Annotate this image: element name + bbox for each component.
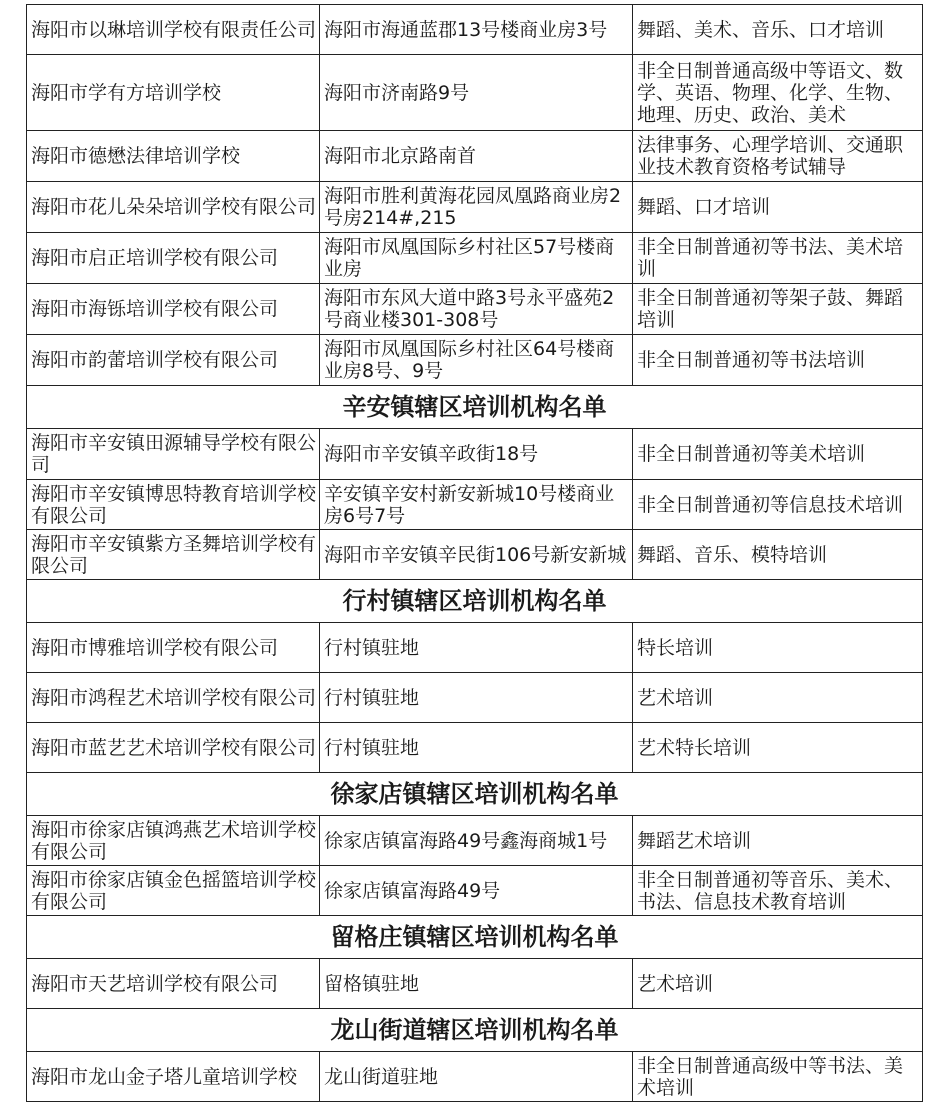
address-text: 海阳市凤凰国际乡村社区57号楼商业房 — [324, 236, 615, 280]
training-scope-cell — [633, 335, 923, 386]
institution-name-text: 海阳市启正培训学校有限公司 — [31, 247, 279, 269]
section-title: 徐家店镇辖区培训机构名单 — [27, 773, 923, 816]
address-cell — [320, 335, 633, 386]
address-cell — [320, 816, 633, 866]
address-text: 行村镇驻地 — [324, 636, 420, 659]
institution-name-cell — [27, 959, 320, 1009]
table-row — [27, 623, 923, 673]
address-cell — [320, 959, 633, 1009]
institution-name-text: 海阳市以琳培训学校有限责任公司 — [31, 18, 316, 41]
address-text: 海阳市北京路南首 — [324, 145, 477, 167]
institution-name-text: 海阳市辛安镇博思特教育培训学校有限公司 — [31, 482, 316, 527]
training-scope-text: 法律事务、心理学培训、交通职业技术教育资格考试辅导 — [637, 134, 904, 178]
institution-name-text: 海阳市韵蕾培训学校有限公司 — [31, 349, 279, 371]
address-text: 龙山街道驻地 — [324, 1065, 439, 1088]
training-scope-cell — [633, 480, 923, 530]
address-cell — [320, 5, 633, 55]
training-scope-text: 非全日制普通初等书法、美术培训 — [637, 236, 904, 280]
address-cell — [320, 530, 633, 580]
institution-name-cell — [27, 866, 320, 916]
table-row — [27, 55, 923, 131]
institution-name-text: 海阳市海铄培训学校有限公司 — [31, 298, 279, 320]
training-scope-text: 非全日制普通初等信息技术培训 — [637, 493, 904, 516]
training-scope-cell — [633, 530, 923, 580]
institution-name-cell — [27, 723, 320, 773]
address-cell — [320, 284, 633, 335]
table-row — [27, 284, 923, 335]
table-row — [27, 335, 923, 386]
institution-name-cell — [27, 284, 320, 335]
training-scope-cell — [633, 866, 923, 916]
institution-name-text: 海阳市徐家店镇鸿燕艺术培训学校有限公司 — [31, 818, 316, 863]
section-title: 龙山街道辖区培训机构名单 — [27, 1009, 923, 1052]
institution-name-text: 海阳市花儿朵朵培训学校有限公司 — [31, 196, 316, 218]
section-header-row — [27, 580, 923, 623]
institution-name-text: 海阳市蓝艺艺术培训学校有限公司 — [31, 736, 316, 759]
table-row — [27, 1052, 923, 1102]
institution-name-text: 海阳市学有方培训学校 — [31, 81, 222, 104]
training-scope-text: 舞蹈艺术培训 — [637, 829, 752, 852]
address-text: 行村镇驻地 — [324, 686, 420, 709]
training-scope-cell — [633, 131, 923, 182]
section-header-row — [27, 916, 923, 959]
institution-name-cell — [27, 335, 320, 386]
training-scope-cell — [633, 5, 923, 55]
table-row — [27, 530, 923, 580]
institution-name-text: 海阳市辛安镇田源辅导学校有限公司 — [31, 432, 316, 476]
institution-name-text: 海阳市鸿程艺术培训学校有限公司 — [31, 686, 316, 709]
address-cell — [320, 723, 633, 773]
institution-name-text: 海阳市辛安镇紫方圣舞培训学校有限公司 — [31, 532, 316, 577]
institution-name-cell — [27, 233, 320, 284]
address-text: 徐家店镇富海路49号鑫海商城1号 — [324, 829, 608, 852]
training-scope-text: 艺术培训 — [637, 686, 714, 709]
institution-name-text: 海阳市博雅培训学校有限公司 — [31, 636, 279, 659]
training-scope-cell — [633, 673, 923, 723]
institution-name-cell — [27, 131, 320, 182]
institution-name-cell — [27, 1052, 320, 1102]
training-scope-text: 舞蹈、口才培训 — [637, 196, 771, 218]
training-scope-text: 艺术特长培训 — [637, 736, 752, 759]
training-scope-cell — [633, 284, 923, 335]
address-text: 徐家店镇富海路49号 — [324, 879, 501, 902]
institution-name-text: 海阳市龙山金子塔儿童培训学校 — [31, 1065, 298, 1088]
section-title: 辛安镇辖区培训机构名单 — [27, 386, 923, 429]
address-text: 海阳市东风大道中路3号永平盛苑2号商业楼301-308号 — [324, 287, 615, 331]
section-header-row — [27, 386, 923, 429]
training-scope-text: 非全日制普通初等美术培训 — [637, 443, 866, 465]
table-row — [27, 233, 923, 284]
address-cell — [320, 480, 633, 530]
institution-list-document — [26, 4, 922, 1102]
institution-name-cell — [27, 5, 320, 55]
address-text: 海阳市辛安镇辛政街18号 — [324, 443, 539, 465]
table-row — [27, 5, 923, 55]
institution-name-cell — [27, 182, 320, 233]
training-scope-cell — [633, 55, 923, 131]
table-row — [27, 480, 923, 530]
table-row — [27, 429, 923, 480]
training-scope-text: 非全日制普通高级中等书法、美术培训 — [637, 1054, 904, 1099]
institution-name-cell — [27, 816, 320, 866]
training-scope-cell — [633, 816, 923, 866]
section-header-row — [27, 773, 923, 816]
institution-name-text: 海阳市天艺培训学校有限公司 — [31, 972, 279, 995]
section-header-row — [27, 1009, 923, 1052]
table-row — [27, 131, 923, 182]
training-scope-cell — [633, 623, 923, 673]
institution-table — [26, 4, 923, 1102]
address-cell — [320, 131, 633, 182]
table-row — [27, 866, 923, 916]
training-scope-text: 非全日制普通高级中等语文、数学、英语、物理、化学、生物、地理、历史、政治、美术 — [637, 59, 904, 126]
address-text: 海阳市济南路9号 — [324, 81, 470, 104]
training-scope-cell — [633, 182, 923, 233]
institution-name-cell — [27, 480, 320, 530]
section-title: 行村镇辖区培训机构名单 — [27, 580, 923, 623]
training-scope-text: 舞蹈、美术、音乐、口才培训 — [637, 18, 885, 41]
address-cell — [320, 182, 633, 233]
training-scope-text: 非全日制普通初等书法培训 — [637, 349, 866, 371]
address-cell — [320, 233, 633, 284]
address-text: 行村镇驻地 — [324, 736, 420, 759]
address-cell — [320, 55, 633, 131]
institution-name-cell — [27, 530, 320, 580]
institution-name-cell — [27, 623, 320, 673]
section-title: 留格庄镇辖区培训机构名单 — [27, 916, 923, 959]
table-row — [27, 959, 923, 1009]
address-text: 留格镇驻地 — [324, 972, 420, 995]
address-cell — [320, 429, 633, 480]
address-text: 海阳市海通蓝郡13号楼商业房3号 — [324, 18, 608, 41]
table-row — [27, 182, 923, 233]
training-scope-text: 舞蹈、音乐、模特培训 — [637, 543, 828, 566]
address-text: 海阳市辛安镇辛民街106号新安新城 — [324, 543, 627, 566]
address-cell — [320, 1052, 633, 1102]
institution-name-text: 海阳市德懋法律培训学校 — [31, 145, 241, 167]
training-scope-text: 非全日制普通初等架子鼓、舞蹈培训 — [637, 287, 904, 331]
address-text: 辛安镇辛安村新安新城10号楼商业房6号7号 — [324, 482, 615, 527]
training-scope-cell — [633, 429, 923, 480]
training-scope-text: 艺术培训 — [637, 972, 714, 995]
training-scope-cell — [633, 723, 923, 773]
training-scope-text: 特长培训 — [637, 636, 714, 659]
training-scope-cell — [633, 233, 923, 284]
training-scope-text: 非全日制普通初等音乐、美术、书法、信息技术教育培训 — [637, 868, 904, 913]
table-row — [27, 673, 923, 723]
address-cell — [320, 623, 633, 673]
address-cell — [320, 866, 633, 916]
address-cell — [320, 673, 633, 723]
institution-name-cell — [27, 673, 320, 723]
table-row — [27, 723, 923, 773]
address-text: 海阳市凤凰国际乡村社区64号楼商业房8号、9号 — [324, 338, 615, 382]
institution-name-cell — [27, 429, 320, 480]
address-text: 海阳市胜利黄海花园凤凰路商业房2号房214#,215 — [324, 185, 622, 229]
training-scope-cell — [633, 959, 923, 1009]
training-scope-cell — [633, 1052, 923, 1102]
table-row — [27, 816, 923, 866]
institution-name-cell — [27, 55, 320, 131]
institution-name-text: 海阳市徐家店镇金色摇篮培训学校有限公司 — [31, 868, 316, 913]
